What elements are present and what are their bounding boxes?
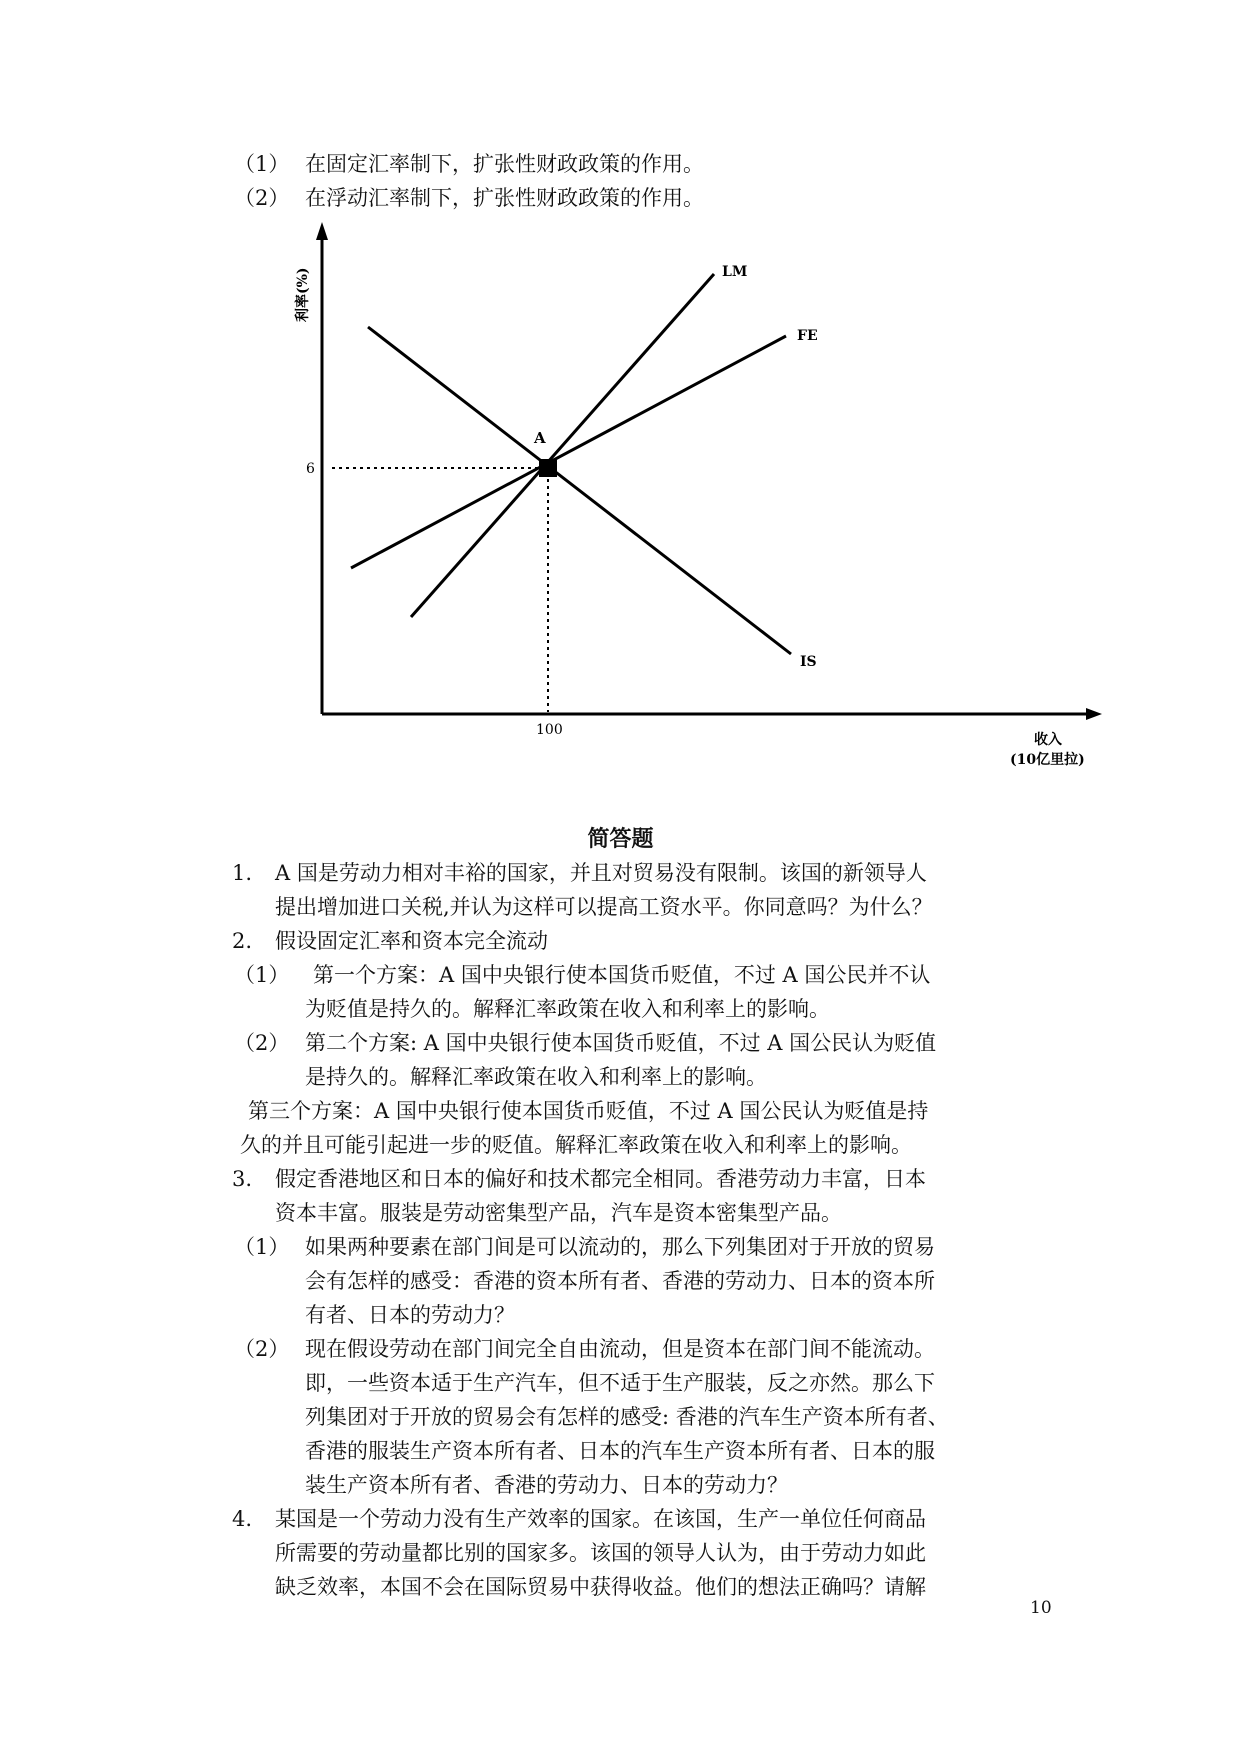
q3-stem-line-2: 资本丰富。服装是劳动密集型产品，汽车是资本密集型产品。 (275, 1201, 842, 1225)
q3-sub2-number: （2） (234, 1337, 290, 1361)
q3-sub2-line-2: 即，一些资本适于生产汽车，但不适于生产服装，反之亦然。那么下 (305, 1371, 935, 1395)
q3-sub2-line-1: 现在假设劳动在部门间完全自由流动，但是资本在部门间不能流动。 (305, 1337, 935, 1361)
q2-sub1-line-2: 为贬值是持久的。解释汇率政策在收入和利率上的影响。 (305, 997, 830, 1021)
point-a-label: A (534, 429, 546, 447)
q3-sub1-number: （1） (234, 1235, 290, 1259)
is-curve-label: IS (800, 654, 817, 670)
q3-number: 3. (232, 1167, 253, 1191)
section-title: 简答题 (587, 827, 654, 852)
q4-line-3: 缺乏效率，本国不会在国际贸易中获得收益。他们的想法正确吗？请解 (275, 1575, 926, 1599)
is-lm-fe-diagram (0, 0, 1241, 800)
q4-line-2: 所需要的劳动量都比别的国家多。该国的领导人认为，由于劳动力如此 (275, 1541, 926, 1565)
fe-curve (351, 336, 786, 568)
q2-sub2-line-1: 第二个方案: A 国中央银行使本国货币贬值，不过 A 国公民认为贬值 (305, 1031, 937, 1055)
x-axis-label-line1: 收入 (1034, 732, 1062, 748)
item-text-2: 在浮动汇率制下，扩张性财政政策的作用。 (305, 186, 704, 210)
q2-sub2-number: （2） (234, 1031, 290, 1055)
item-number-2: （2） (234, 186, 290, 210)
q3-sub2-line-3: 列集团对于开放的贸易会有怎样的感受: 香港的汽车生产资本所有者、 (305, 1405, 949, 1429)
y-tick-label: 6 (306, 461, 315, 477)
x-tick-label: 100 (536, 722, 563, 738)
y-axis-label: 利率(%) (295, 267, 311, 322)
q3-stem-line-1: 假定香港地区和日本的偏好和技术都完全相同。香港劳动力丰富，日本 (275, 1167, 926, 1191)
q2-sub3-line-1: 第三个方案：A 国中央银行使本国货币贬值，不过 A 国公民认为贬值是持 (248, 1099, 929, 1123)
q3-sub2-line-5: 装生产资本所有者、香港的劳动力、日本的劳动力？ (305, 1473, 788, 1497)
item-number-1: （1） (234, 152, 290, 176)
q1-number: 1. (232, 861, 253, 885)
q3-sub1-line-1: 如果两种要素在部门间是可以流动的，那么下列集团对于开放的贸易 (305, 1235, 935, 1259)
q2-sub1-number: （1） (234, 963, 290, 987)
item-text-1: 在固定汇率制下，扩张性财政政策的作用。 (305, 152, 704, 176)
q4-number: 4. (232, 1507, 253, 1531)
q2-stem: 假设固定汇率和资本完全流动 (275, 929, 548, 953)
lm-curve-label: LM (722, 264, 748, 280)
q2-number: 2. (232, 929, 253, 953)
q2-sub3-line-2: 久的并且可能引起进一步的贬值。解释汇率政策在收入和利率上的影响。 (240, 1133, 912, 1157)
lm-curve (411, 274, 714, 617)
q4-line-1: 某国是一个劳动力没有生产效率的国家。在该国，生产一单位任何商品 (275, 1507, 926, 1531)
y-axis-arrow (316, 222, 328, 240)
x-axis-arrow (1086, 708, 1102, 720)
q2-sub2-line-2: 是持久的。解释汇率政策在收入和利率上的影响。 (305, 1065, 767, 1089)
page-number: 10 (1030, 1598, 1052, 1618)
fe-curve-label: FE (797, 328, 818, 344)
q1-line-2: 提出增加进口关税,并认为这样可以提高工资水平。你同意吗？为什么？ (275, 895, 933, 919)
is-curve (368, 327, 791, 654)
q3-sub1-line-2: 会有怎样的感受：香港的资本所有者、香港的劳动力、日本的资本所 (305, 1269, 935, 1293)
equilibrium-point-a (539, 459, 557, 477)
x-axis-label-line2: (10亿里拉) (1010, 752, 1085, 768)
q1-line-1: A 国是劳动力相对丰裕的国家，并且对贸易没有限制。该国的新领导人 (275, 861, 927, 885)
q2-sub1-line-1: 第一个方案：A 国中央银行使本国货币贬值，不过 A 国公民并不认 (313, 963, 931, 987)
q3-sub2-line-4: 香港的服装生产资本所有者、日本的汽车生产资本所有者、日本的服 (305, 1439, 935, 1463)
q3-sub1-line-3: 有者、日本的劳动力？ (305, 1303, 515, 1327)
